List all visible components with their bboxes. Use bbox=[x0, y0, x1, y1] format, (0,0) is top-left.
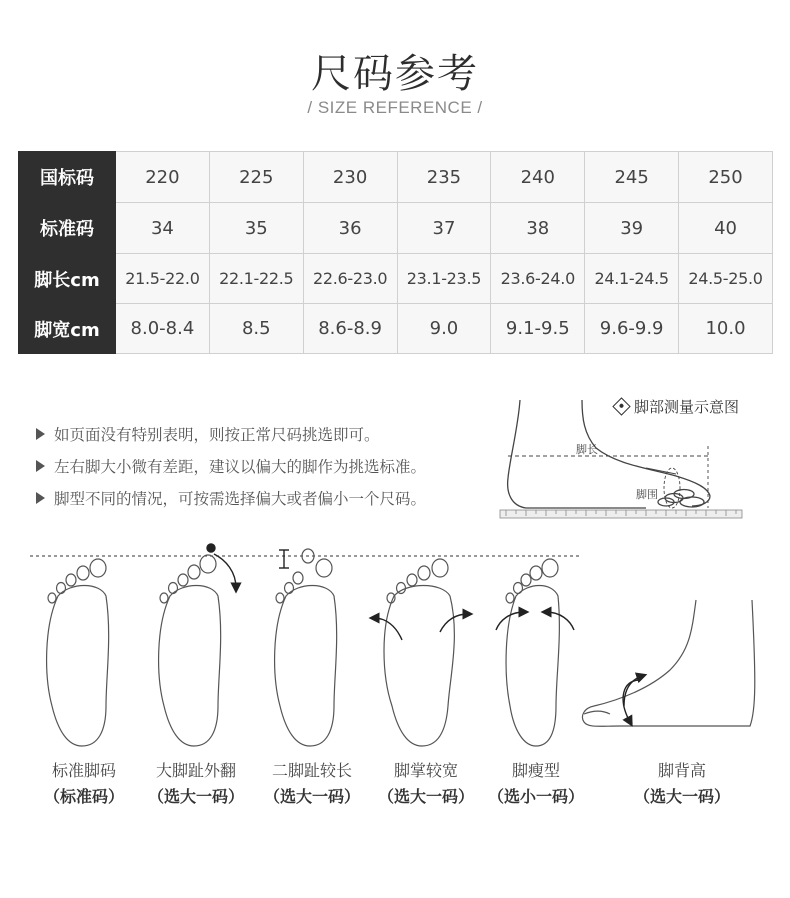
foot-girth-label: 脚围 bbox=[636, 488, 658, 501]
row-header: 标准码 bbox=[19, 203, 116, 254]
measure-diagram-title bbox=[615, 396, 739, 417]
foot-outline-wide bbox=[384, 559, 454, 746]
table-row bbox=[19, 152, 773, 203]
foot-type-caption bbox=[480, 758, 592, 810]
page-title: 尺码参考 bbox=[311, 51, 479, 97]
table-cell: 240 bbox=[491, 152, 585, 203]
foot-type-name: 脚掌较宽 bbox=[393, 761, 458, 780]
table-cell: 250 bbox=[679, 152, 773, 203]
measure-title-text: 脚部测量示意图 bbox=[634, 398, 740, 416]
table-cell: 37 bbox=[397, 203, 491, 254]
note-text: 脚型不同的情况，可按需选择偏大或者偏小一个尺码。 bbox=[54, 490, 427, 508]
table-cell: 24.5-25.0 bbox=[679, 254, 773, 304]
foot-type-name: 脚瘦型 bbox=[511, 761, 560, 780]
table-cell: 220 bbox=[116, 152, 210, 203]
row-header: 脚宽cm bbox=[19, 304, 116, 354]
table-cell: 35 bbox=[209, 203, 303, 254]
foot-type-advice: （选大一码） bbox=[377, 787, 474, 806]
foot-length-label: 脚长 bbox=[576, 443, 598, 456]
size-notes bbox=[36, 418, 426, 514]
triangle-bullet-icon bbox=[36, 428, 45, 440]
page-subtitle: / SIZE REFERENCE / bbox=[307, 98, 483, 117]
foot-type-name: 脚背高 bbox=[657, 761, 706, 780]
table-cell: 22.6-23.0 bbox=[303, 254, 397, 304]
foot-type-caption bbox=[256, 758, 368, 810]
table-cell: 40 bbox=[679, 203, 773, 254]
diamond-icon bbox=[612, 397, 630, 415]
table-cell: 34 bbox=[116, 203, 210, 254]
table-cell: 8.6-8.9 bbox=[303, 304, 397, 354]
note-item bbox=[36, 418, 426, 450]
note-item bbox=[36, 450, 426, 482]
foot-type-caption bbox=[626, 758, 738, 810]
table-cell: 21.5-22.0 bbox=[116, 254, 210, 304]
foot-type-advice: （选大一码） bbox=[633, 787, 730, 806]
foot-type-advice: （选大一码） bbox=[263, 787, 360, 806]
table-cell: 8.5 bbox=[209, 304, 303, 354]
row-header: 国标码 bbox=[19, 152, 116, 203]
table-cell: 225 bbox=[209, 152, 303, 203]
table-row bbox=[19, 304, 773, 354]
triangle-bullet-icon bbox=[36, 492, 45, 504]
foot-outline-bunion bbox=[159, 555, 221, 746]
foot-type-caption bbox=[30, 758, 138, 810]
table-cell: 38 bbox=[491, 203, 585, 254]
table-cell: 245 bbox=[585, 152, 679, 203]
table-cell: 10.0 bbox=[679, 304, 773, 354]
foot-types-illustration bbox=[0, 530, 790, 750]
note-text: 如页面没有特别表明，则按正常尺码挑选即可。 bbox=[54, 426, 380, 444]
table-cell: 235 bbox=[397, 152, 491, 203]
table-cell: 9.6-9.9 bbox=[585, 304, 679, 354]
table-cell: 23.6-24.0 bbox=[491, 254, 585, 304]
triangle-bullet-icon bbox=[36, 460, 45, 472]
foot-type-name: 大脚趾外翻 bbox=[155, 761, 236, 780]
table-cell: 9.1-9.5 bbox=[491, 304, 585, 354]
note-item bbox=[36, 482, 426, 514]
foot-type-advice: （标准码） bbox=[43, 787, 124, 806]
foot-type-advice: （选小一码） bbox=[487, 787, 584, 806]
foot-type-caption bbox=[140, 758, 252, 810]
table-cell: 36 bbox=[303, 203, 397, 254]
foot-outline-long-second-toe bbox=[275, 549, 337, 746]
table-cell: 24.1-24.5 bbox=[585, 254, 679, 304]
foot-outline-standard bbox=[47, 559, 109, 746]
row-header: 脚长cm bbox=[19, 254, 116, 304]
table-cell: 22.1-22.5 bbox=[209, 254, 303, 304]
table-row bbox=[19, 254, 773, 304]
size-table bbox=[18, 151, 773, 354]
table-row bbox=[19, 203, 773, 254]
foot-type-name: 二脚趾较长 bbox=[271, 761, 352, 780]
table-cell: 8.0-8.4 bbox=[116, 304, 210, 354]
foot-type-advice: （选大一码） bbox=[147, 787, 244, 806]
table-cell: 23.1-23.5 bbox=[397, 254, 491, 304]
foot-outline-thin bbox=[506, 559, 559, 746]
foot-type-caption bbox=[370, 758, 482, 810]
note-text: 左右脚大小微有差距，建议以偏大的脚作为挑选标准。 bbox=[54, 458, 427, 476]
table-cell: 39 bbox=[585, 203, 679, 254]
foot-type-name: 标准脚码 bbox=[51, 761, 116, 780]
table-cell: 230 bbox=[303, 152, 397, 203]
table-cell: 9.0 bbox=[397, 304, 491, 354]
foot-outline-high-instep bbox=[582, 600, 754, 726]
